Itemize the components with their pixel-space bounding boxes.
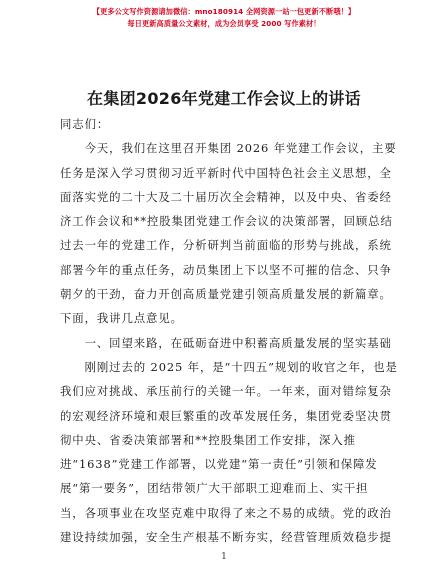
body-line: 朝夕的干劲，奋力开创高质量党建引领高质量发展的新篇章。 (60, 287, 392, 302)
body-line: 任务是深入学习贯彻习近平新时代中国特色社会主义思想，全 (60, 165, 392, 180)
page-number: 1 (221, 552, 227, 562)
body-line: 济工作会议和**控股集团党建工作会议的决策部署，回顾总结 (60, 214, 393, 229)
body-line: 今天，我们在这里召开集团 2026 年党建工作会议，主要 (60, 141, 397, 156)
body-line: 建设持续加强，安全生产根基不断夯实，经营管理质效稳步提 (60, 530, 392, 545)
promo-banner (0, 6, 448, 30)
body-line: 展“第一要务”，团结带领广大干部职工迎难而上、实干担 (60, 481, 369, 496)
body-line: 部署今年的重点任务，动员集团上下以坚不可摧的信念、只争 (60, 262, 392, 277)
body-line: 我们应对挑战、承压前行的关键一年。一年来，面对错综复杂 (60, 384, 392, 399)
body-line: 刚刚过去的 2025 年，是“十四五”规划的收官之年，也是 (60, 359, 398, 374)
promo-banner-line-2: 每日更新高质量公文素材，成为会员享受 2000 写作素材！ (127, 19, 321, 28)
body-line: 过去一年的党建工作，分析研判当前面临的形势与挑战，系统 (60, 238, 392, 253)
body-line: 的宏观经济环境和艰巨繁重的改革发展任务，集团党委坚决贯 (60, 408, 392, 423)
promo-banner-line-1: 【更多公文写作资源请加微信：mno180914 全网资源一站一包更新不断哦！】 (92, 7, 356, 16)
body-line: 面落实党的二十大及二十届历次全会精神，以及中央、省委经 (60, 189, 392, 204)
document-title: 在集团2026年党建工作会议上的讲话 (87, 89, 361, 108)
body-line: 下面，我讲几点意见。 (60, 311, 183, 326)
body-line: 彻中央、省委决策部署和**控股集团工作安排，深入推 (60, 432, 356, 447)
body-line: 进“1638”党建工作部署，以党建“第一责任”引领和保障发 (60, 457, 378, 472)
section-heading: 一、回望来路，在砥砺奋进中积蓄高质量发展的坚实基础 (60, 335, 392, 350)
body-line: 当，各项事业在攻坚克难中取得了来之不易的成绩。党的政治 (60, 505, 392, 520)
document-body (60, 112, 398, 549)
body-line: 同志们： (60, 117, 110, 131)
